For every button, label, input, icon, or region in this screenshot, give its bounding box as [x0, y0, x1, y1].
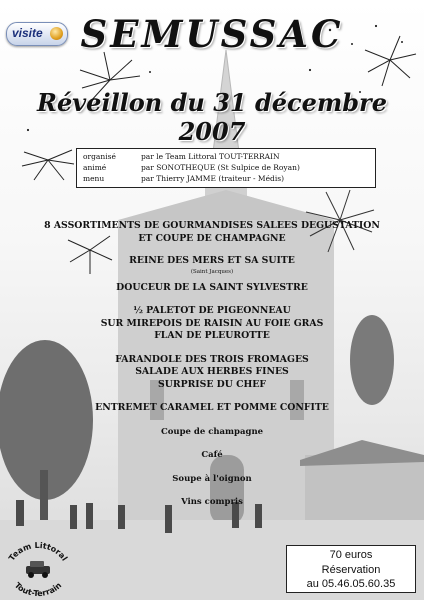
menu-item: Vins compris: [181, 497, 243, 507]
menu-item: SALADE AUX HERBES FINES: [135, 366, 289, 377]
credits-value: par le Team Littoral TOUT-TERRAIN: [141, 152, 280, 161]
team-logo-top-text: Team Littoral: [7, 540, 70, 563]
menu-item: Coupe de champagne: [160, 426, 264, 437]
credits-key: organisé: [83, 152, 116, 161]
page-title: SEMUSSAC: [80, 12, 344, 56]
menu-list: [0, 220, 424, 509]
credits-row: [83, 173, 369, 184]
credits-value: par SONOTHEQUE (St Sulpice de Royan): [141, 163, 300, 172]
price-text: 70 euros: [329, 549, 373, 561]
car-icon: [26, 561, 50, 578]
menu-item: REINE DES MERS ET SA SUITE: [129, 255, 295, 266]
credits-value: par Thierry JAMME (traiteur - Médis): [141, 174, 285, 183]
menu-item: FARANDOLE DES TROIS FROMAGES: [115, 353, 309, 365]
menu-item: ET COUPE DE CHAMPAGNE: [138, 232, 286, 244]
event-subtitle: Réveillon du 31 décembre 2007: [37, 88, 387, 146]
credits-key: animé: [83, 163, 107, 172]
phone-number: au 05.46.05.60.35: [306, 578, 396, 590]
menu-item: ½ PALETOT DE PIGEONNEAU: [133, 305, 291, 316]
menu-item: DOUCEUR DE LA SAINT SYLVESTRE: [116, 281, 308, 293]
menu-item: 8 ASSORTIMENTS DE GOURMANDISES SALEES DEGUSTATION: [44, 220, 380, 231]
reservation-label: Réservation: [321, 563, 381, 576]
credits-key: menu: [83, 174, 105, 183]
svg-text:Team Littoral: [7, 541, 69, 563]
credits-row: [83, 162, 369, 173]
reservation-box: [286, 545, 416, 593]
menu-item: Soupe à l'oignon: [172, 473, 252, 484]
team-littoral-logo: [2, 536, 74, 598]
credits-row: [83, 151, 369, 162]
menu-item-note: (Saint Jacques): [190, 268, 234, 275]
menu-item: SUR MIREPOIS DE RAISIN AU FOIE GRAS: [100, 317, 324, 329]
credits-box: [76, 148, 376, 188]
menu-item: SURPRISE DU CHEF: [158, 378, 266, 390]
team-logo-bottom-text: Tout-Terrain: [12, 580, 64, 598]
church-roof-shape: [118, 190, 334, 220]
svg-text:Tout-Terrain: [13, 581, 64, 598]
menu-item: FLAN DE PLEUROTTE: [154, 330, 270, 341]
menu-item: Café: [201, 450, 223, 460]
menu-item: ENTREMET CARAMEL ET POMME CONFITE: [95, 402, 329, 413]
visite-logo-label: visite: [12, 26, 43, 40]
